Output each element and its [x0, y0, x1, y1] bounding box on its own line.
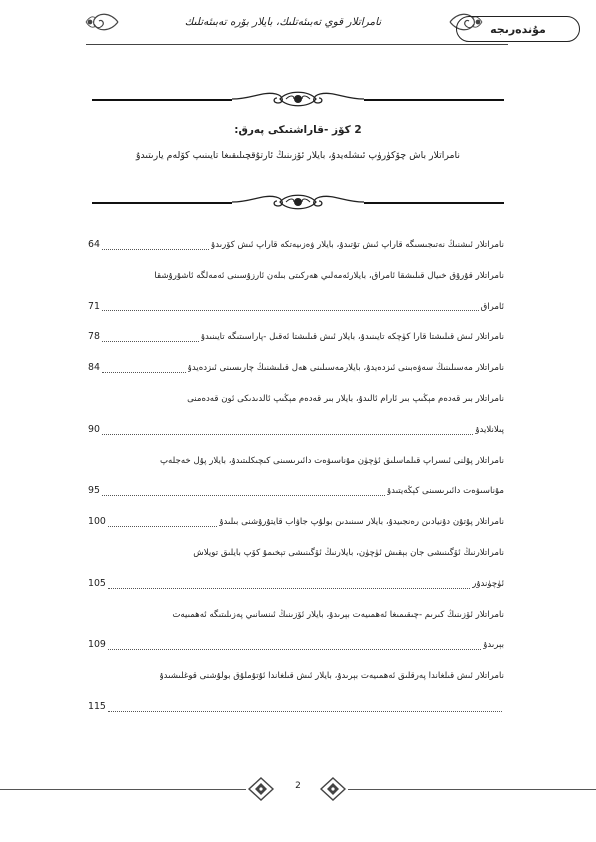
bottom-divider-right	[364, 202, 504, 204]
toc-entry-text: نامراتلار پۇلنى ئىسراپ قىلماسلىق ئۈچۈن مۇناسىۋەت دائىرىسىنى كىچىكلىتىدۇ، بايلار پۇل خەجلەپ	[159, 455, 504, 466]
chapter-title: 2 كۆز -قاراشتىكى پەرق:	[234, 124, 362, 136]
toc-page-number: 78	[88, 331, 100, 343]
toc-entry[interactable]	[88, 353, 504, 384]
toc-page-number: 84	[88, 362, 100, 374]
toc-page-number: 71	[88, 300, 100, 312]
toc-dot-leader	[102, 372, 186, 373]
toc-entry[interactable]	[88, 446, 504, 477]
toc-page-number: 109	[88, 639, 106, 651]
toc-page-number: 105	[88, 577, 106, 589]
toc-entry-text: نامراتلار بىر قەدەم مېڭىپ بىر ئارام ئالىدۇ، بايلار بىر قەدەم مېڭىپ ئالدىدىكى ئون قەدەمنى	[187, 393, 504, 404]
toc-page-number: 100	[88, 516, 106, 528]
toc-entry[interactable]	[88, 630, 504, 661]
bottom-divider-left	[92, 202, 232, 204]
toc-entry-text: پىلانلايدۇ	[475, 424, 504, 435]
toc-dot-leader	[102, 495, 385, 496]
toc-dot-leader	[102, 341, 199, 342]
footer-rule-left	[0, 789, 246, 790]
toc-page-number: 115	[88, 700, 106, 712]
bottom-divider-ornament	[232, 191, 364, 213]
toc-dot-leader	[108, 711, 502, 712]
footer-ornament-left	[246, 776, 276, 802]
toc-entry[interactable]	[88, 538, 504, 569]
toc-entry[interactable]	[88, 569, 504, 600]
page-number: 2	[295, 781, 301, 791]
toc-entry-text: نامراتلار قۇرۇق خىيال قىلىشقا ئامراق، بايلارئەمەلىي ھەركىتى بىلەن ئارزۇسىنى ئەمەلگە ئاشۇرۇشقا	[154, 270, 504, 281]
toc-entry-text: نامراتلار ئىش قىلغاندا پەرقلىق ئەھمىيەت بېرىدۇ، بايلار ئىش قىلغاندا ئۇتۇملۇق بولۇشنى قوغلىشىدۇ	[159, 671, 504, 682]
top-divider-ornament	[232, 88, 364, 110]
toc-entry[interactable]	[88, 230, 504, 261]
toc-entry[interactable]	[88, 507, 504, 538]
toc-dot-leader	[102, 249, 209, 250]
toc-entry[interactable]	[88, 600, 504, 631]
toc-entry-text: نامراتلار ئىش قىلىشتا قارا كۈچكە تايىنىدۇ، بايلار ئىش قىلىشتا ئەقىل -پاراسىتىگە تايىنىدۇ	[200, 332, 504, 343]
toc-entry[interactable]	[88, 292, 504, 323]
header-ornament-left	[84, 8, 120, 36]
toc-entry[interactable]	[88, 384, 504, 415]
toc-entry[interactable]	[88, 661, 504, 692]
toc-dot-leader	[108, 649, 481, 650]
toc-entry[interactable]	[88, 322, 504, 353]
toc-dot-leader	[108, 588, 470, 589]
toc-entry-text: نامراتلار ئۆزىنىڭ كىرىم -چىقىمىغا ئەھمىيەت بېرىدۇ، بايلار ئۆزىنىڭ ئىنسانىي پەزىلىتىگە ئەھمىيەت	[172, 609, 504, 620]
top-divider-right	[364, 99, 504, 101]
toc-entry-text: ئامراق	[480, 301, 504, 312]
toc-entry-text: نامراتلار مەسىلىنىڭ سەۋەبىنى ئىزدەيدۇ، بايلارمەسىلىنى ھەل قىلىشنىڭ چارىسىنى ئىزدەيدۇ	[187, 363, 504, 374]
toc-entry-text: نامراتلار ئىشنىڭ نەتىجىسىگە قاراپ ئىش تۇتىدۇ، بايلار ۋەزىيەتكە قاراپ ئىش كۆرىدۇ	[211, 240, 504, 250]
toc-dot-leader	[102, 434, 473, 435]
footer-ornament-right	[318, 776, 348, 802]
toc-dot-leader	[108, 526, 217, 527]
toc-entry-text: بېرىدۇ	[483, 640, 504, 651]
toc-entry-text: مۇناسىۋەت دائىرىسىنى كېڭەيتىدۇ	[387, 486, 504, 497]
toc-entry-text: نامراتلارنىڭ ئۆگىنىشى جان بېقىش ئۈچۈن، بايلارنىڭ ئۆگىنىشى تېخىمۇ كۆپ بايلىق تويلاش	[193, 547, 504, 558]
toc-page-number: 64	[88, 239, 100, 250]
chapter-subtitle: نامراتلار باش چۆكۈرۈپ ئىشلەيدۇ، بايلار ئۆزىنىڭ ئارتۇقچىلىقىغا تايىنىپ كۆلەم يارىتىدۇ	[135, 150, 461, 161]
toc-entry[interactable]	[88, 261, 504, 292]
toc-entry[interactable]	[88, 692, 504, 723]
running-header-title: نامراتلار قوي تەبىئەتلىك، بايلار بۆرە تەبىئەتلىك	[184, 16, 382, 28]
toc-page-number: 95	[88, 485, 100, 497]
toc-entry-text: ئۈچۈندۇر	[472, 578, 504, 589]
toc-entry[interactable]	[88, 415, 504, 446]
toc-page-number: 90	[88, 423, 100, 435]
toc-dot-leader	[102, 310, 479, 311]
table-of-contents	[88, 230, 504, 723]
footer-rule-right	[348, 789, 596, 790]
top-divider-left	[92, 99, 232, 101]
toc-entry[interactable]	[88, 476, 504, 507]
toc-entry-text: نامراتلار پۇتۇن دۇنيادىن رەنجىيدۇ، بايلار سىنىدىن بولۇپ جاۋاب قايتۇرۇشنى بىلىدۇ	[219, 517, 504, 528]
section-tab-label: مۇندەرىجە	[456, 16, 580, 42]
header-rule	[86, 44, 508, 45]
